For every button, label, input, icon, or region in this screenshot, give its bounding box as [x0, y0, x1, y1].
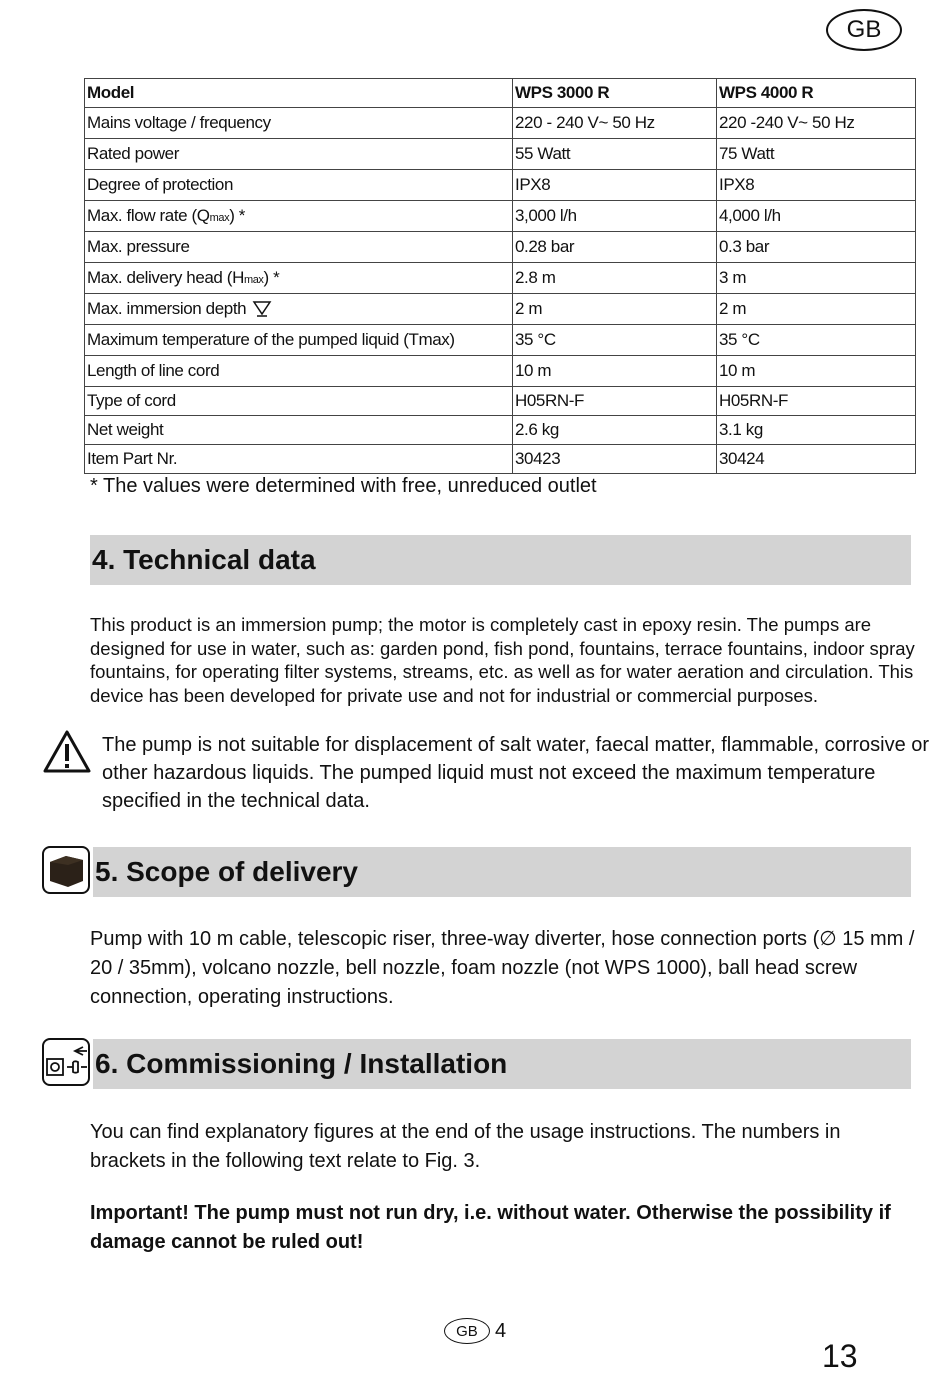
value-wps3000: 10 m — [513, 356, 717, 387]
box-icon — [41, 845, 91, 895]
table-header-row — [85, 79, 916, 108]
footer-language-badge: GB — [444, 1318, 490, 1344]
value-wps4000: 4,000 l/h — [717, 201, 916, 232]
value-wps3000: 2.8 m — [513, 263, 717, 294]
row-label — [85, 325, 513, 356]
table-row — [85, 387, 916, 416]
label-text: ) * — [229, 206, 246, 225]
row-label — [85, 170, 513, 201]
value-wps3000: 2 m — [513, 294, 717, 325]
table-header-cell: WPS 3000 R — [513, 79, 717, 108]
label-text: Max. pressure — [87, 237, 190, 256]
page-number: 13 — [822, 1338, 858, 1374]
value-wps3000: 3,000 l/h — [513, 201, 717, 232]
label-text: Max. flow rate (Q — [87, 206, 210, 225]
table-row — [85, 139, 916, 170]
spec-table — [84, 78, 916, 474]
section-heading-scope-of-delivery — [93, 847, 911, 897]
water-level-icon — [252, 299, 272, 317]
value-wps3000: 220 - 240 V~ 50 Hz — [513, 108, 717, 139]
label-text: Type of cord — [87, 391, 176, 410]
table-row — [85, 416, 916, 445]
value-wps3000: 30423 — [513, 445, 717, 474]
label-text: Max. delivery head (H — [87, 268, 244, 287]
section-title: 4. Technical data — [92, 544, 316, 575]
warning-triangle-icon — [42, 729, 92, 775]
value-wps4000: H05RN-F — [717, 387, 916, 416]
label-text: Rated power — [87, 144, 179, 163]
row-label — [85, 232, 513, 263]
value-wps3000: 0.28 bar — [513, 232, 717, 263]
value-wps3000: 2.6 kg — [513, 416, 717, 445]
table-footnote: * The values were determined with free, unreduced outlet — [90, 475, 597, 497]
value-wps4000: 0.3 bar — [717, 232, 916, 263]
label-text: Degree of protection — [87, 175, 234, 194]
row-label — [85, 387, 513, 416]
table-row — [85, 263, 916, 294]
label-text: Max. immersion depth — [87, 299, 247, 318]
warning-paragraph: The pump is not suitable for displacement of salt water, faecal matter, flammable, corrosive or other hazardous liquids. The pumped liquid must not exceed the maximum temperature specified in the technical data. — [102, 734, 930, 812]
value-wps4000: 30424 — [717, 445, 916, 474]
value-wps4000: 220 -240 V~ 50 Hz — [717, 108, 916, 139]
label-text: ) * — [263, 268, 280, 287]
table-row — [85, 232, 916, 263]
footer-page-num: 4 — [494, 1319, 507, 1342]
value-wps3000: 35 °C — [513, 325, 717, 356]
label-text: Net weight — [87, 420, 164, 439]
value-wps4000: 75 Watt — [717, 139, 916, 170]
table-row — [85, 325, 916, 356]
label-text: Mains voltage / frequency — [87, 113, 271, 132]
value-wps4000: 3.1 kg — [717, 416, 916, 445]
row-label — [85, 416, 513, 445]
intro-paragraph: This product is an immersion pump; the motor is completely cast in epoxy resin. The pumps are designed for use in water, such as: garden pond, fish pond, fountains, terrace fountains, indoor spray fountains, for operating filter systems, streams, etc. as well as for water aeration and circulation. This device has been developed for private use and not for industrial or commercial purposes. — [90, 614, 915, 706]
language-badge: GB — [826, 9, 902, 51]
table-header-cell: Model — [85, 79, 513, 108]
value-wps3000: H05RN-F — [513, 387, 717, 416]
table-row — [85, 108, 916, 139]
label-text: Length of line cord — [87, 361, 220, 380]
label-subscript: max — [209, 212, 230, 224]
important-notice: Important! The pump must not run dry, i.e. without water. Otherwise the possibility if damage cannot be ruled out! — [90, 1202, 891, 1253]
table-row — [85, 201, 916, 232]
label-subscript: max — [243, 274, 264, 286]
row-label — [85, 263, 513, 294]
value-wps3000: 55 Watt — [513, 139, 717, 170]
table-row — [85, 445, 916, 474]
table-row — [85, 294, 916, 325]
row-label — [85, 294, 513, 325]
value-wps4000: 35 °C — [717, 325, 916, 356]
row-label — [85, 445, 513, 474]
value-wps4000: IPX8 — [717, 170, 916, 201]
label-text: Item Part Nr. — [87, 449, 178, 468]
installation-icon — [41, 1037, 91, 1087]
value-wps3000: IPX8 — [513, 170, 717, 201]
row-label — [85, 201, 513, 232]
value-wps4000: 10 m — [717, 356, 916, 387]
row-label — [85, 356, 513, 387]
section-heading-commissioning — [93, 1039, 911, 1089]
section-title: 6. Commissioning / Installation — [95, 1048, 508, 1079]
table-row — [85, 356, 916, 387]
scope-paragraph: Pump with 10 m cable, telescopic riser, three-way diverter, hose connection ports (∅ 15 mm / 20 / 35mm), volcano nozzle, bell nozzle, foam nozzle (not WPS 1000), ball head screw connection, operating instructions. — [90, 928, 915, 1008]
row-label — [85, 139, 513, 170]
table-header-cell: WPS 4000 R — [717, 79, 916, 108]
page-footer — [0, 1318, 950, 1344]
section-title: 5. Scope of delivery — [95, 856, 358, 887]
value-wps4000: 2 m — [717, 294, 916, 325]
section-heading-technical-data — [90, 535, 911, 585]
value-wps4000: 3 m — [717, 263, 916, 294]
table-row — [85, 170, 916, 201]
figures-paragraph: You can find explanatory figures at the end of the usage instructions. The numbers in brackets in the following text relate to Fig. 3. — [90, 1121, 841, 1172]
label-text: Maximum temperature of the pumped liquid (Tmax) — [87, 330, 455, 349]
row-label — [85, 108, 513, 139]
